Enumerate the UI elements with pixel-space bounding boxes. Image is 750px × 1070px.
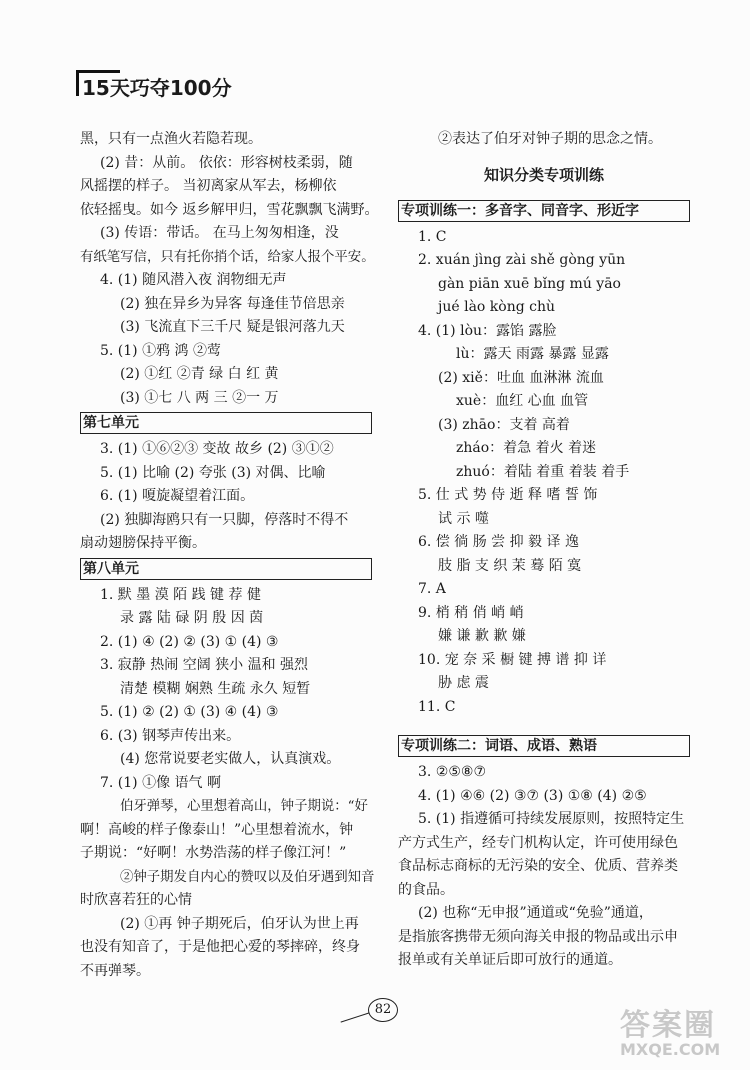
text-line: 6. 偿 徜 肠 尝 抑 毅 译 逸 [418, 534, 579, 550]
text-line: (4) 您常说要老实做人，认真演戏。 [120, 751, 341, 767]
text-line: 时欣喜若狂的心情 [80, 892, 192, 908]
text-line: 报单或有关单证后即可放行的通道。 [398, 952, 622, 968]
text-line: 7. A [418, 581, 446, 597]
text-line: jué lào kòng chù [438, 299, 556, 315]
text-line: 4. (1) ④⑥ (2) ③⑦ (3) ①⑧ (4) ②⑤ [418, 787, 647, 804]
text-line: (2) 独脚海鸥只有一只脚，停落时不得不 [100, 511, 349, 528]
text-line: 6. (3) 钢琴声传出来。 [100, 727, 241, 744]
text-line: (3) 飞流直下三千尺 疑是银河落九天 [120, 319, 345, 335]
text-line: 依轻摇曳。如今 返乡解甲归，雪花飘飘飞满野。 [80, 201, 379, 218]
text-line: 2. xuán jìng zài shě gòng yūn [418, 252, 626, 268]
text-line: 11. C [418, 698, 456, 715]
text-line: 伯牙弹琴，心里想着高山，钟子期说：“好 [120, 799, 368, 814]
text-line: 1. 默 墨 漠 陌 践 键 荐 健 [100, 586, 261, 603]
text-line: 食品标志商标的无污染的安全、优质、营养类 [398, 858, 678, 874]
text-line: 的食品。 [398, 881, 454, 898]
text-line: 录 露 陆 碌 阴 殷 因 茵 [120, 610, 264, 626]
text-line: 6. (1) 嗄旋凝望着江面。 [100, 488, 255, 504]
text-line: (2) 独在异乡为异客 每逢佳节倍思亲 [120, 295, 345, 312]
text-line: (2) 昔：从前。 依依：形容树枝柔弱，随 [100, 154, 353, 171]
text-line: 也没有知音了，于是他把心爱的琴摔碎，终身 [80, 939, 360, 955]
text-line: (2) 也称“无申报”通道或“免验”通道， [418, 905, 653, 921]
training1-header: 专项训练一：多音字、同音字、形近字 [398, 200, 690, 222]
page-number [340, 998, 420, 1024]
text-line: lù：露天 雨露 暴露 显露 [456, 346, 609, 362]
book-logo [76, 70, 232, 100]
text-line: 是指旅客携带无须向海关申报的物品或出示申 [398, 928, 678, 945]
text-line: 试 示 噬 [438, 510, 489, 527]
text-line: (2) ①红 ②青 绿 白 红 黄 [120, 366, 279, 382]
text-line: 啊！高峻的样子像泰山！”心里想着流水，钟 [80, 821, 354, 838]
text-line: 3. 寂静 热闹 空阔 狭小 温和 强烈 [100, 657, 309, 673]
text-line: 7. (1) ①像 语气 啊 [100, 774, 221, 791]
text-line: 9. 梢 稍 俏 峭 峭 [418, 604, 524, 621]
text-line: 嫌 谦 歉 歉 嫌 [438, 628, 526, 644]
logo-text: 15天巧夺100分 [82, 76, 232, 100]
text-line: 子期说：“好啊！水势浩荡的样子像江河！” [80, 845, 347, 861]
unit8-header: 第八单元 [80, 558, 372, 580]
page-number-label: 82 [368, 998, 398, 1022]
text-line: 不再弹琴。 [80, 962, 150, 979]
text-line: xuè：血红 心血 血管 [456, 393, 589, 409]
text-line: (3) 传语：带话。 在马上匆匆相逢，没 [100, 225, 339, 241]
text-line: 扇动翅膀保持平衡。 [80, 535, 206, 551]
text-line: (3) zhāo：支着 高着 [438, 416, 570, 433]
text-line: (2) xiě：吐血 血淋淋 流血 [438, 369, 604, 386]
text-line: ②表达了伯牙对钟子期的思念之情。 [438, 131, 662, 147]
text-line: 3. ②⑤⑧⑦ [418, 764, 487, 780]
text-line: 胁 虑 震 [438, 675, 489, 691]
text-line: gàn piān xuē bǐng mú yāo [438, 275, 621, 292]
text-line: 黑，只有一点渔火若隐若现。 [80, 131, 262, 147]
magnifier-handle-icon [341, 1012, 370, 1022]
watermark-url: MXQE.COM [620, 1040, 721, 1059]
training2-header: 专项训练二：词语、成语、熟语 [398, 735, 690, 757]
text-line: 2. (1) ④ (2) ② (3) ① (4) ③ [100, 633, 279, 650]
text-line: zháo：着急 着火 着迷 [456, 440, 597, 456]
text-line: 5. 仕 式 势 侍 逝 释 嗜 誓 饰 [418, 487, 598, 503]
text-line: 4. (1) lòu：露馅 露脸 [418, 322, 557, 339]
right-column [398, 128, 690, 973]
text-line: 5. (1) ② (2) ① (3) ④ (4) ③ [100, 704, 279, 720]
watermark [610, 1000, 740, 1065]
text-line: zhuó：着陆 着重 着装 着手 [456, 463, 630, 480]
text-line: 3. (1) ①⑥②③ 变故 故乡 (2) ③①② [100, 441, 334, 457]
text-line: 5. (1) ①鸦 鸿 ②莺 [100, 342, 221, 359]
watermark-text: 答案圈 [620, 1008, 716, 1043]
text-line: 1. C [418, 228, 447, 245]
unit7-header: 第七单元 [80, 412, 372, 434]
text-line: 产方式生产，经专门机构认定，许可使用绿色 [398, 834, 678, 851]
text-line: 风摇摆的样子。 当初离家从军去，杨柳依 [80, 178, 337, 194]
text-line: 有纸笔写信，只有托你捎个话，给家人报个平安。 [80, 249, 375, 265]
text-line: (2) ①再 钟子期死后，伯牙认为世上再 [120, 915, 359, 932]
text-line: ②钟子期发自内心的赞叹以及伯牙遇到知音 [120, 869, 375, 885]
text-line: 5. (1) 比喻 (2) 夸张 (3) 对偶、比喻 [100, 464, 326, 481]
section-title: 知识分类专项训练 [483, 165, 604, 184]
text-line: (3) ①七 八 两 三 ②一 万 [120, 389, 279, 406]
text-line: 清楚 模糊 娴熟 生疏 永久 短暂 [120, 680, 311, 697]
text-line: 10. 宠 奈 采 橱 键 搏 谱 抑 详 [418, 651, 607, 668]
text-line: 4. (1) 随风潜入夜 润物细无声 [100, 272, 287, 288]
text-line: 5. (1) 指遵循可持续发展原则，按照特定生 [418, 811, 685, 827]
left-column [80, 128, 379, 983]
text-line: 肢 脂 支 织 茉 蓦 陌 寞 [438, 557, 582, 574]
